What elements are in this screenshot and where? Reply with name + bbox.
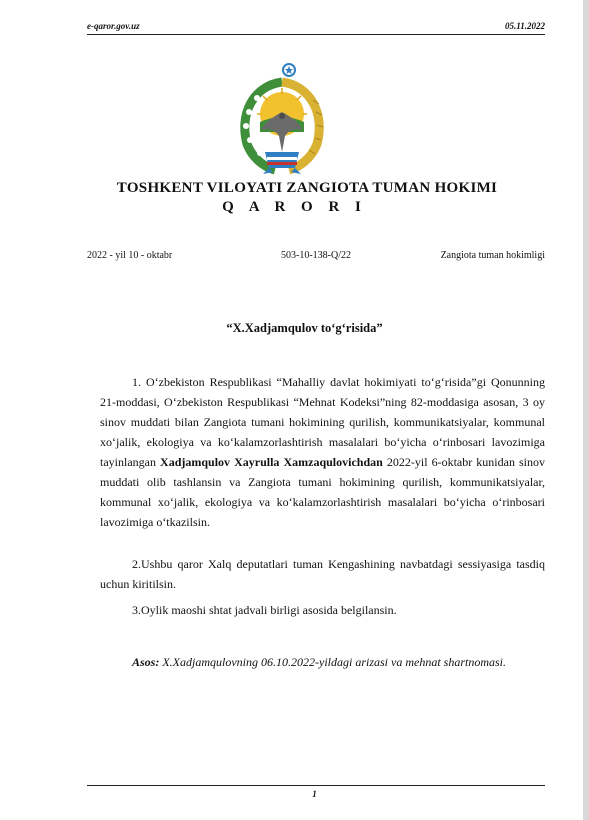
basis-label: Asos: (132, 655, 160, 669)
decision-issuer: Zangiota tuman hokimligi (440, 250, 545, 261)
page-number: 1 (312, 789, 317, 799)
document-subtitle: Q A R O R I (222, 199, 367, 215)
basis-text (100, 652, 545, 672)
paragraph-3 (100, 600, 545, 620)
header-divider (87, 34, 545, 35)
paragraph-1-text (100, 372, 545, 532)
page-edge-shadow (583, 0, 589, 820)
person-name: Xadjamqulov Xayrulla Xamzaqulovichdan (160, 455, 383, 469)
paragraph-1-end: 2022-yil 6-oktabr kunidan sinov muddati olib tashlansin va Zangiota tumani hokimining qurilish, kommunikatsiyalar, kommunal xo‘jalik, ekologiya va ko‘kalamzorlashtirish masalalari bo‘yicha o‘rinbosari lavozimiga o‘tkazilsin. (100, 455, 545, 529)
decision-number: 503-10-138-Q/22 (281, 250, 351, 261)
paragraph-2 (100, 554, 545, 594)
header-site: e-qaror.gov.uz (87, 21, 140, 31)
decision-date: 2022 - yil 10 - oktabr (87, 250, 173, 261)
paragraph-2-text: 2.Ushbu qaror Xalq deputatlari tuman Kengashining navbatdagi sessiyasiga tasdiq uchun kiritilsin. (100, 557, 545, 591)
uzbekistan-state-emblem-icon (233, 60, 331, 178)
footer-divider (87, 785, 545, 786)
basis-paragraph (100, 652, 545, 672)
decision-subject: “X.Xadjamqulov to‘g‘risida” (226, 321, 383, 335)
paragraph-1-start: 1. O‘zbekiston Respublikasi “Mahalliy davlat hokimiyati to‘g‘risida”gi Qonunning 21-moddasi, O‘zbekiston Respublikasi “Mehnat Kodeksi”ning 82-moddasiga asosan, 3 oy sinov muddati bilan Zangiota tumani hokimining qurilish, kommunikatsiyalar, kommunal xo‘jalik, ekologiya va ko‘kalamzorlashtirish masalalari bo‘yicha o‘rinbosari lavozimiga tayinlangan (100, 375, 545, 469)
paragraph-3-text: 3.Oylik maoshi shtat jadvali birligi asosida belgilansin. (132, 603, 397, 617)
paragraph-1 (100, 372, 545, 532)
document-title: TOSHKENT VILOYATI ZANGIOTA TUMAN HOKIMI (116, 180, 498, 196)
header-date: 05.11.2022 (504, 21, 545, 31)
basis-content: X.Xadjamqulovning 06.10.2022-yildagi arizasi va mehnat shartnomasi. (159, 655, 506, 669)
